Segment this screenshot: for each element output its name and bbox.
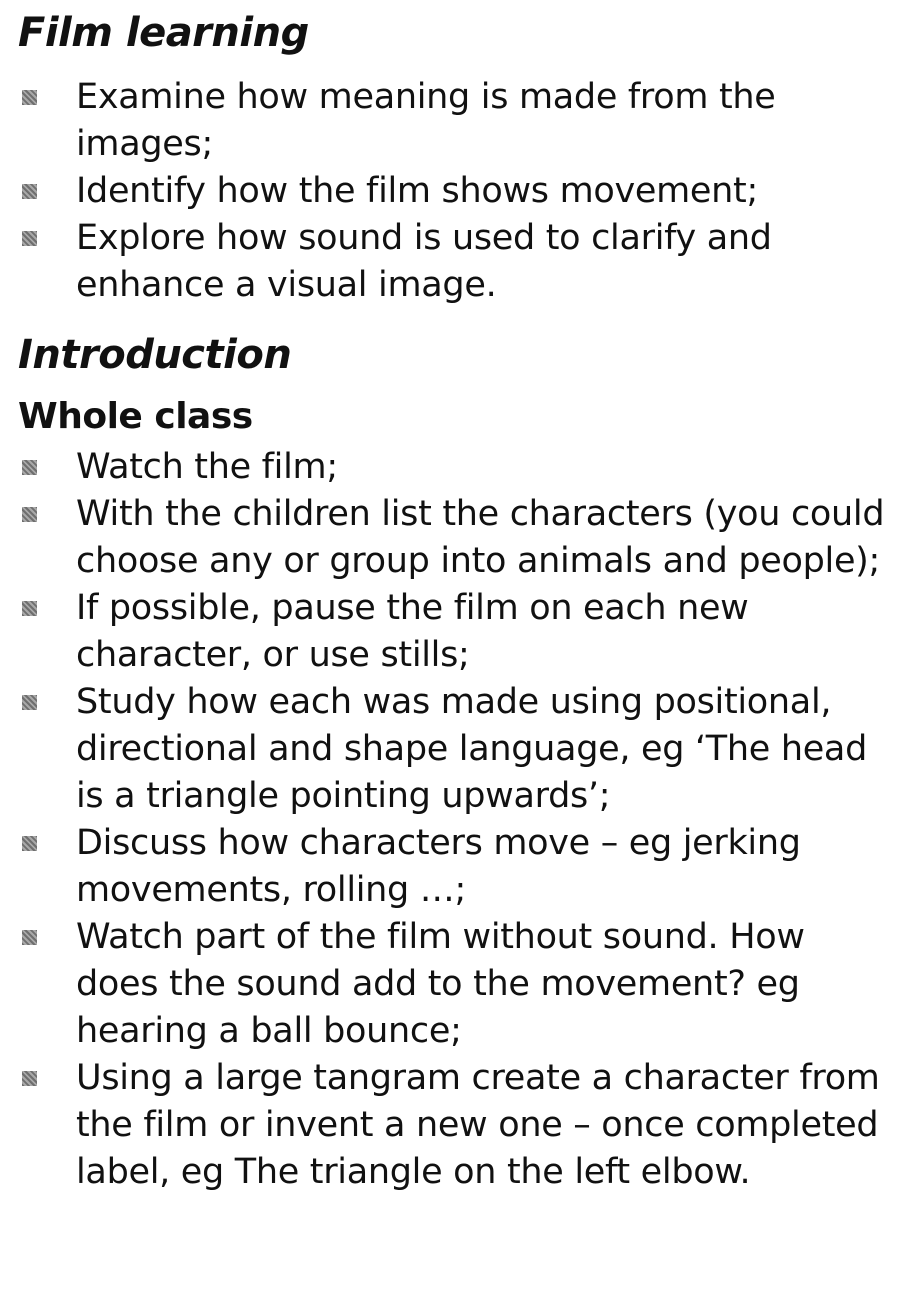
list-item: Using a large tangram create a character from the film or invent a new one – once completed label, eg The triangle on the left elbow. bbox=[0, 1055, 900, 1196]
list-item: Watch the film; bbox=[0, 444, 900, 491]
square-bullet-icon bbox=[22, 460, 37, 475]
list-item: Discuss how characters move – eg jerking movements, rolling …; bbox=[0, 820, 900, 914]
square-bullet-icon bbox=[22, 1071, 37, 1086]
introduction-list bbox=[0, 444, 900, 1196]
square-bullet-icon bbox=[22, 507, 37, 522]
square-bullet-icon bbox=[22, 231, 37, 246]
square-bullet-icon bbox=[22, 90, 37, 105]
list-item: Study how each was made using positional, directional and shape language, eg ‘The head is a triangle pointing upwards’; bbox=[0, 679, 900, 820]
introduction-heading: Introduction bbox=[18, 332, 292, 378]
film-learning-heading: Film learning bbox=[18, 10, 309, 56]
list-item: Examine how meaning is made from the images; bbox=[0, 74, 900, 168]
list-item: Identify how the film shows movement; bbox=[0, 168, 900, 215]
list-item: Watch part of the film without sound. How does the sound add to the movement? eg hearing a ball bounce; bbox=[0, 914, 900, 1055]
square-bullet-icon bbox=[22, 601, 37, 616]
list-item: Explore how sound is used to clarify and enhance a visual image. bbox=[0, 215, 900, 309]
film-learning-list bbox=[0, 74, 900, 309]
square-bullet-icon bbox=[22, 836, 37, 851]
whole-class-subheading: Whole class bbox=[18, 396, 253, 437]
square-bullet-icon bbox=[22, 930, 37, 945]
list-item: With the children list the characters (you could choose any or group into animals and people); bbox=[0, 491, 900, 585]
square-bullet-icon bbox=[22, 695, 37, 710]
list-item: If possible, pause the film on each new character, or use stills; bbox=[0, 585, 900, 679]
square-bullet-icon bbox=[22, 184, 37, 199]
